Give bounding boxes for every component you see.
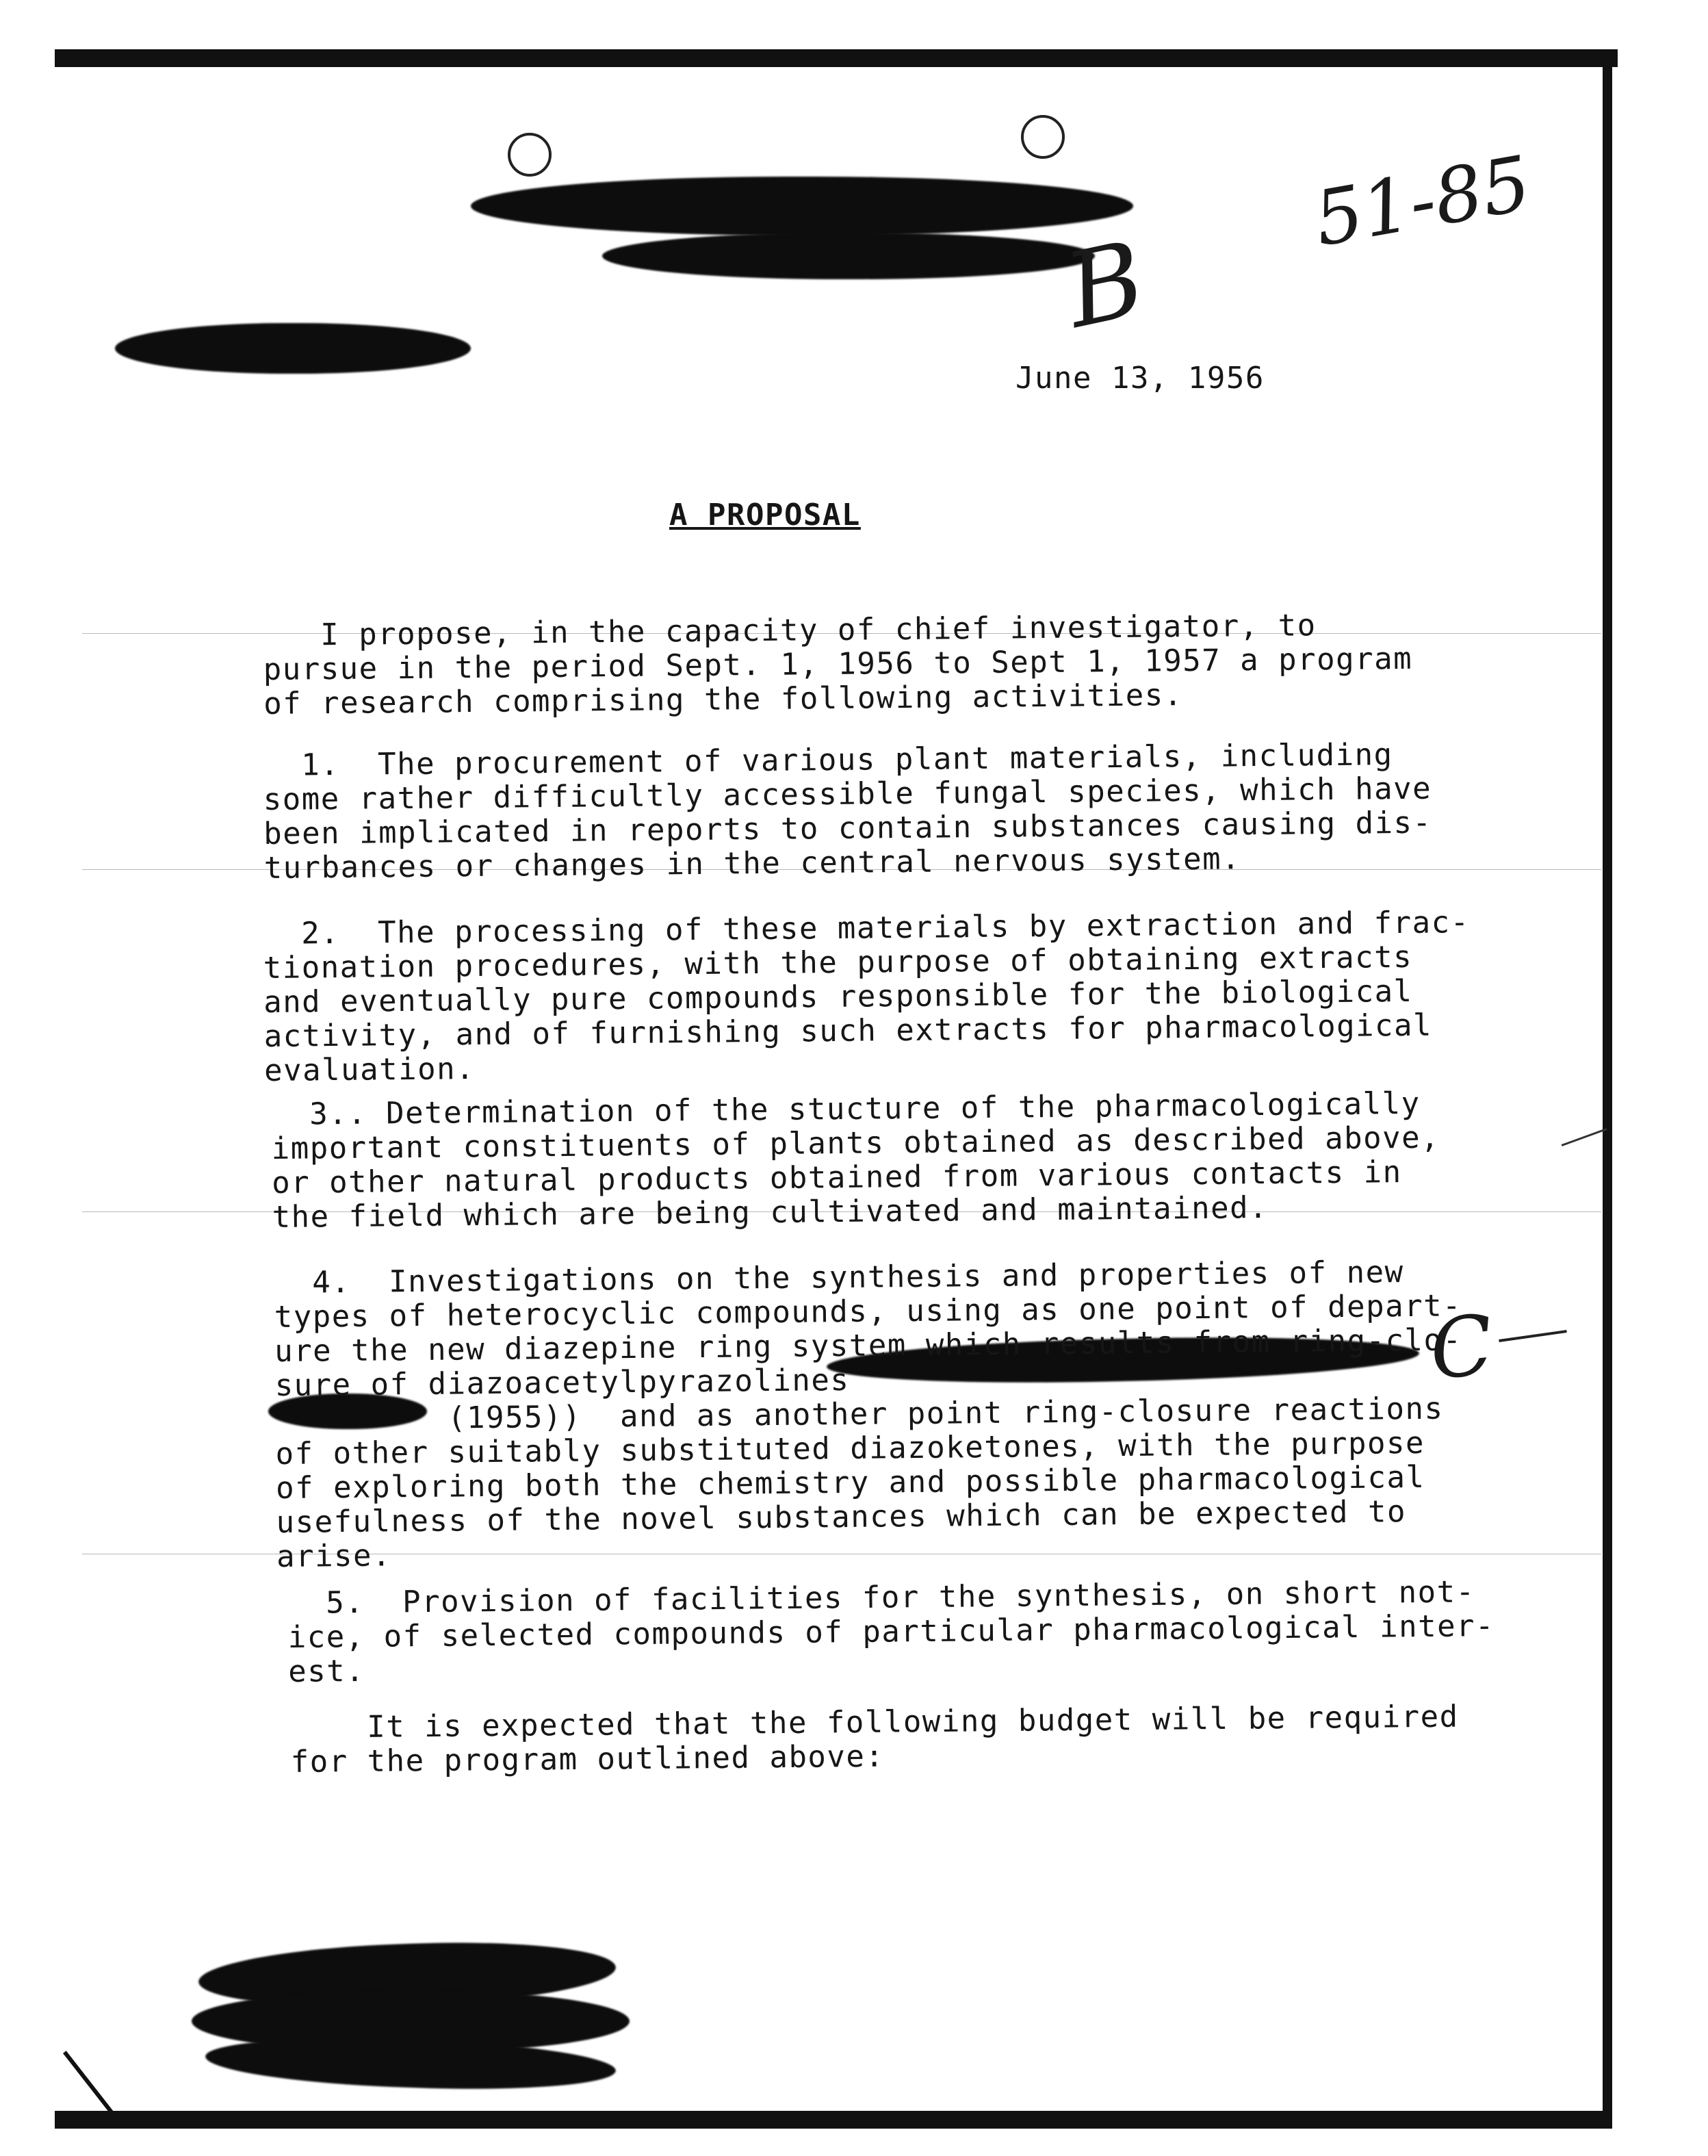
proposal-item-5 [287,1575,1495,1689]
text-line: some rather difficultly accessible fungal species, which have [263,771,1432,817]
handwritten-letter-c: C [1425,1297,1498,1399]
page-title: A PROPOSAL [669,498,861,532]
punch-hole [1021,115,1065,159]
text-line: of research comprising the following activities. [263,678,1183,721]
text-line: 3.. Determination of the stucture of the pharmacologically [270,1086,1421,1132]
proposal-item-4 [274,1255,1464,1574]
text-line: 4. Investigations on the synthesis and properties of new [273,1255,1404,1300]
text-line: the field which are being cultivated and maintained. [272,1190,1269,1235]
redaction-header [602,233,1095,279]
handwritten-letter-b: B [1056,219,1155,352]
redaction-header [471,177,1133,235]
intro-paragraph [263,608,1413,721]
text-line: of exploring both the chemistry and possible pharmacological [275,1459,1425,1506]
text-line: important constituents of plants obtained as described above, [271,1120,1440,1166]
proposal-item-2 [263,906,1471,1088]
text-line: activity, and of furnishing such extracts for pharmacological [263,1008,1433,1054]
text-line: ice, of selected compounds of particular pharmacological inter- [287,1608,1495,1655]
handwritten-margin-stroke [1499,1330,1567,1342]
text-line: 1. The procurement of various plant materials, including [262,737,1393,783]
text-line: 5. Provision of facilities for the synthesis, on short not- [287,1574,1475,1621]
text-line: pursue in the period Sept. 1, 1956 to Sept 1, 1957 a program [263,641,1413,687]
text-line: or other natural products obtained from various contacts in [271,1155,1402,1201]
text-line: been implicated in reports to contain substances causing dis- [263,805,1432,851]
text-line: types of heterocyclic compounds, using as one point of depart- [274,1288,1462,1335]
text-line: ure the new diazepine ring system which results from ring-clo- [274,1322,1462,1369]
closing-paragraph [290,1700,1459,1780]
right-border [1603,49,1612,2111]
text-line: arise. [276,1538,392,1574]
text-line: turbances or changes in the central nervous system. [263,841,1241,886]
text-line: est. [287,1653,365,1689]
top-border [55,49,1618,67]
text-line: and eventually pure compounds responsible for the biological [263,973,1413,1020]
letter-date: June 13, 1956 [1015,361,1265,396]
text-line: usefulness of the novel substances which can be expected to [276,1494,1407,1540]
text-line: evaluation. [263,1051,476,1088]
punch-hole [508,133,552,177]
text-line: sure of diazoacetylpyrazolines [274,1362,850,1403]
redaction-addressee [115,323,471,374]
text-line: for the program outlined above: [290,1738,885,1780]
text-line: I propose, in the capacity of chief investigator, to [262,608,1317,653]
bottom-border [55,2111,1612,2129]
text-line: of other suitably substituted diazoketones, with the purpose [275,1425,1425,1472]
proposal-item-1 [263,738,1432,886]
handwritten-margin-stroke [1562,1128,1607,1146]
text-line: 2. The processing of these materials by extraction and frac- [262,905,1470,951]
handwritten-file-code: 51-85 [1308,139,1537,264]
text-line: tionation procedures, with the purpose of obtaining extracts [263,939,1413,986]
proposal-item-3 [271,1087,1440,1235]
text-line: (1955)) and as another point ring-closure reactions [274,1391,1444,1437]
text-line: It is expected that the following budget will be required [289,1699,1459,1745]
